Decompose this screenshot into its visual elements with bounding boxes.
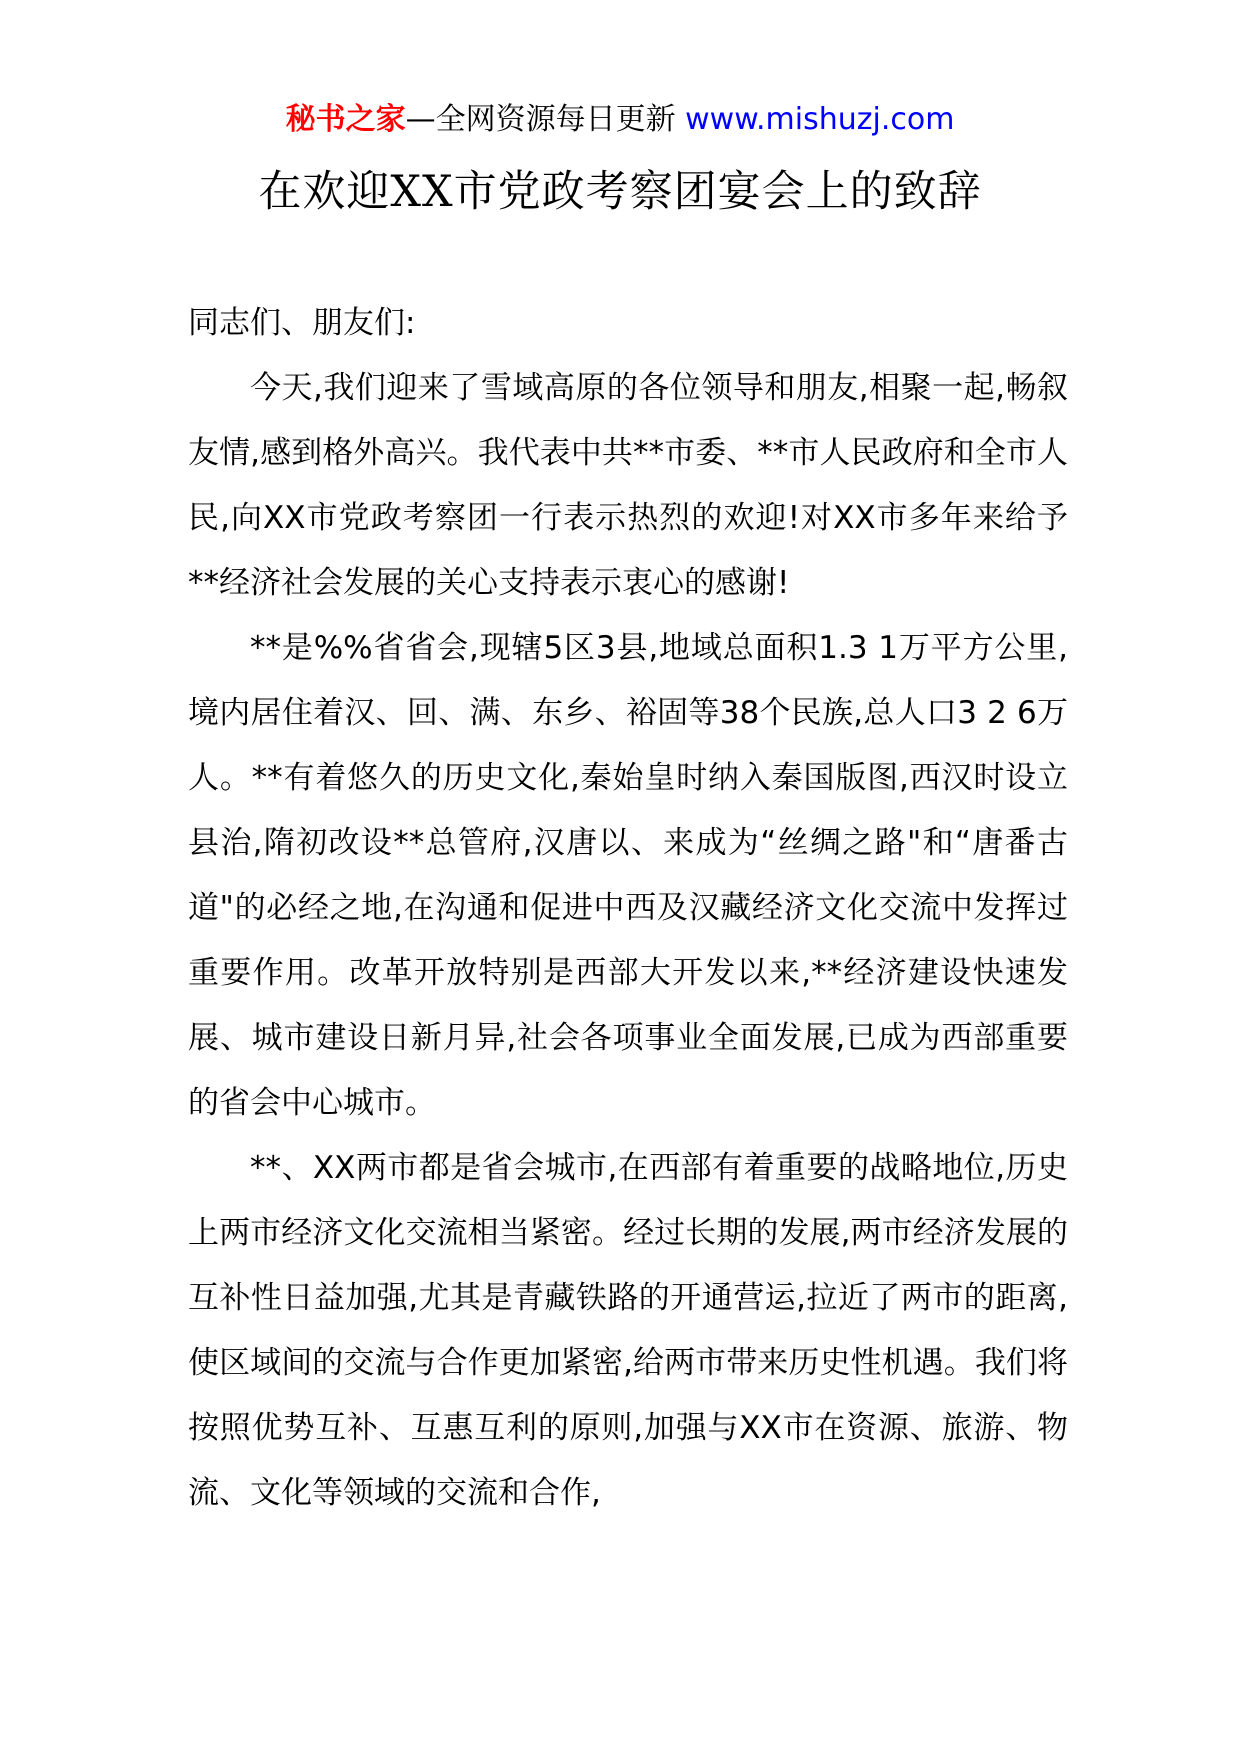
document-title: 在欢迎XX市党政考察团宴会上的致辞 bbox=[258, 167, 982, 217]
header-slogan: —全网资源每日更新 bbox=[405, 102, 686, 137]
document-body bbox=[188, 291, 1068, 1526]
site-header bbox=[0, 98, 1240, 142]
paragraph-cooperation: **、XX两市都是省会城市,在西部有着重要的战略地位,历史上两市经济文化交流相当紧密。经过长期的发展,两市经济发展的互补性日益加强,尤其是青藏铁路的开通营运,拉近了两市的距离,使区域间的交流与合作更加紧密,给两市带来历史性机遇。我们将按照优势互补、互惠互利的原则,加强与XX市在资源、旅游、物流、文化等领域的交流和合作, bbox=[188, 1150, 1068, 1511]
site-url-link[interactable]: www.mishuzj.com bbox=[685, 102, 955, 137]
brand-name: 秘书之家 bbox=[285, 102, 406, 137]
paragraph-city-intro: **是%%省省会,现辖5区3县,地域总面积1.3 1万平方公里,境内居住着汉、回、满、东乡、裕固等38个民族,总人口3 2 6万人。**有着悠久的历史文化,秦始皇时纳入秦国版图,西汉时设立县治,隋初改设**总管府,汉唐以、来成为“丝绸之路"和“唐番古道"的必经之地,在沟通和促进中西及汉藏经济文化交流中发挥过重要作用。改革开放特别是西部大开发以来,**经济建设快速发展、城市建设日新月异,社会各项事业全面发展,已成为西部重要的省会中心城市。 bbox=[188, 630, 1068, 1121]
salutation: 同志们、朋友们: bbox=[188, 305, 416, 341]
paragraph-welcome: 今天,我们迎来了雪域高原的各位领导和朋友,相聚一起,畅叙友情,感到格外高兴。我代表中共**市委、**市人民政府和全市人民,向XX市党政考察团一行表示热烈的欢迎!对XX市多年来给予**经济社会发展的关心支持表示衷心的感谢! bbox=[188, 370, 1068, 601]
